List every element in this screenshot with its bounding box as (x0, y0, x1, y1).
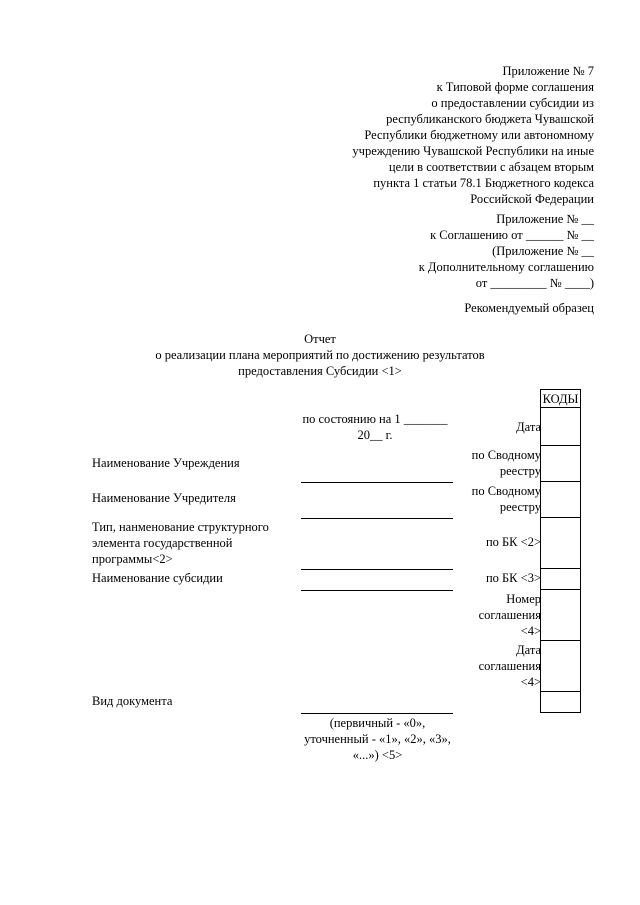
report-title-line1: Отчет (304, 332, 336, 346)
code-label-agreement-date (479, 642, 541, 690)
appendix-header (352, 63, 594, 207)
as-of-date (290, 411, 460, 443)
report-title (120, 331, 520, 379)
code-cell-doc-type[interactable] (541, 692, 581, 713)
program-label-line1: Тип, нанменование структурного (92, 520, 269, 534)
program-label (92, 519, 269, 567)
as-of-line1: по состоянию на 1 _______ (302, 412, 448, 426)
agreement-reference (419, 211, 594, 291)
appendix-header-line: Республики бюджетному или автономному (364, 128, 594, 142)
appendix-header-line: Российской Федерации (470, 192, 594, 206)
subsidy-fill-line[interactable] (301, 590, 453, 591)
code-cell-bk-2[interactable] (541, 518, 581, 569)
doc-type-note (290, 715, 465, 763)
code-label-agreement-number-line2: соглашения (478, 608, 541, 622)
code-label-agreement-number-line3: <4> (520, 624, 541, 638)
code-cell-registry-1[interactable] (541, 446, 581, 482)
doc-type-label: Вид документа (92, 694, 173, 708)
code-label-agreement-number (479, 591, 541, 639)
code-cell-agreement-date[interactable] (541, 641, 581, 692)
doc-type-fill-line[interactable] (301, 713, 453, 714)
code-label-registry-2 (472, 483, 541, 515)
program-fill-line[interactable] (301, 569, 453, 570)
code-label-agreement-date-line1: Дата (516, 643, 541, 657)
code-label-registry-1-line2: реестру (499, 464, 541, 478)
code-label-agreement-number-line1: Номер (506, 592, 541, 606)
code-label-agreement-date-line3: <4> (520, 675, 541, 689)
subsidy-label: Наименование субсидии (92, 571, 223, 585)
appendix-header-line: цели в соответствии с абзацем вторым (388, 160, 594, 174)
code-label-bk-2: по БК <2> (485, 535, 541, 549)
codes-table (540, 389, 581, 713)
appendix-header-line: о предоставлении субсидии из (431, 96, 594, 110)
appendix-header-line: учреждению Чувашской Республики на иные (352, 144, 594, 158)
agreement-ref-line: Приложение № __ (496, 212, 594, 226)
institution-label: Наименование Учреждения (92, 456, 240, 470)
agreement-ref-line: (Приложение № __ (492, 244, 594, 258)
code-label-agreement-date-line2: соглашения (478, 659, 541, 673)
code-label-registry-2-line1: по Сводному (471, 484, 541, 498)
institution-fill-line[interactable] (301, 482, 453, 483)
code-label-registry-2-line2: реестру (499, 500, 541, 514)
codes-header: КОДЫ (541, 390, 581, 408)
doc-type-note-line3: «...») <5> (352, 748, 403, 762)
doc-type-note-line1: (первичный - «0», (329, 716, 426, 730)
agreement-ref-line: от _________ № ____) (475, 276, 594, 290)
code-cell-date[interactable] (541, 408, 581, 446)
code-label-date: Дата (516, 420, 541, 434)
appendix-header-line: пункта 1 статьи 78.1 Бюджетного кодекса (373, 176, 594, 190)
code-label-bk-3: по БК <3> (485, 571, 541, 585)
appendix-header-line: к Типовой форме соглашения (436, 80, 594, 94)
code-label-registry-1-line1: по Сводному (471, 448, 541, 462)
agreement-ref-line: к Соглашению от ______ № __ (430, 228, 594, 242)
agreement-ref-line: к Дополнительному соглашению (418, 260, 594, 274)
as-of-line2: 20__ г. (357, 428, 393, 442)
appendix-header-line: республиканского бюджета Чувашской (386, 112, 594, 126)
program-label-line2: элемента государственной (92, 536, 233, 550)
report-title-line3: предоставления Субсидии <1> (238, 364, 402, 378)
founder-label: Наименование Учредителя (92, 491, 236, 505)
program-label-line3: программы<2> (92, 552, 173, 566)
code-cell-bk-3[interactable] (541, 569, 581, 590)
code-cell-registry-2[interactable] (541, 482, 581, 518)
code-label-registry-1 (472, 447, 541, 479)
recommended-sample: Рекомендуемый образец (464, 301, 594, 315)
report-title-line2: о реализации плана мероприятий по достижению результатов (155, 348, 485, 362)
doc-type-note-line2: уточненный - «1», «2», «3», (304, 732, 451, 746)
founder-fill-line[interactable] (301, 518, 453, 519)
appendix-header-line: Приложение № 7 (502, 64, 594, 78)
code-cell-agreement-number[interactable] (541, 590, 581, 641)
